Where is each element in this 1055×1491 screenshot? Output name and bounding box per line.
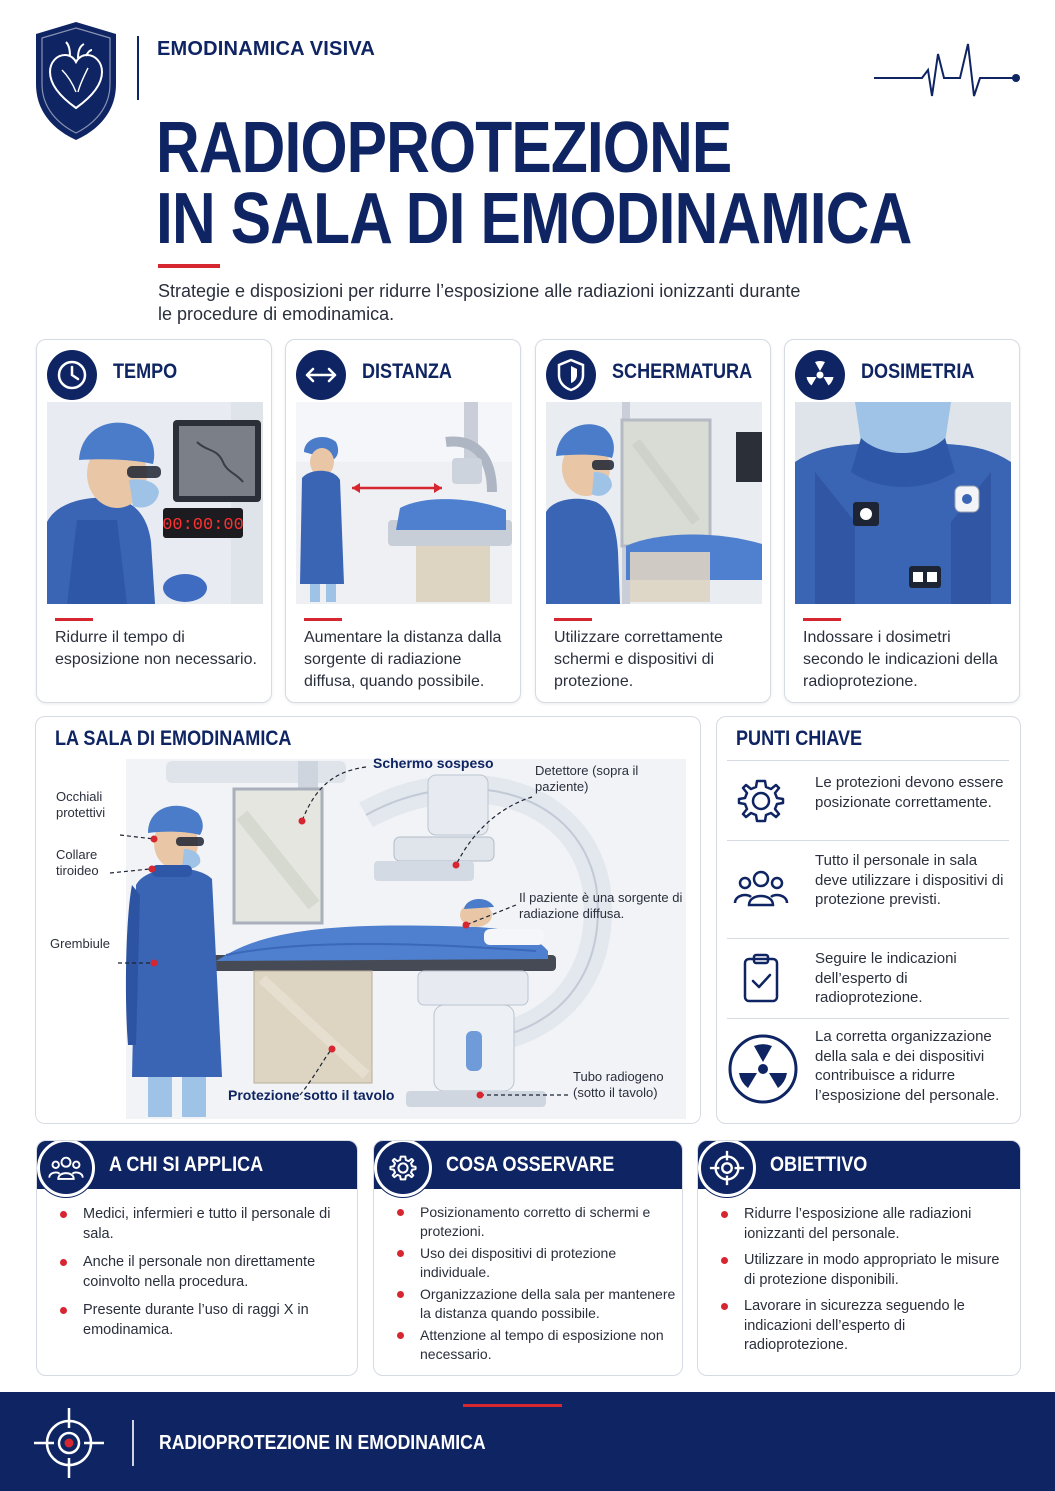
list-item: Presente durante l’uso di raggi X in emodinamica. (57, 1301, 347, 1340)
key-points-panel (716, 716, 1021, 1124)
card-accent-line (554, 618, 592, 621)
list-item: Attenzione al tempo di esposizione non necessario. (394, 1326, 679, 1363)
card-accent-line (803, 618, 841, 621)
shielding-illustration (546, 402, 762, 604)
room-title: LA SALA DI EMODINAMICA (55, 727, 292, 750)
room-panel (35, 716, 701, 1124)
box-cosa-osservare (373, 1140, 683, 1376)
label-detettore: Detettore (sopra il paziente) (535, 763, 639, 794)
footer-divider (132, 1420, 134, 1466)
box-title: OBIETTIVO (770, 1153, 868, 1176)
box-list (57, 1205, 347, 1340)
ecg-line-icon (872, 40, 1022, 100)
list-item: Posizionamento corretto di schermi e protezioni. (394, 1203, 679, 1240)
key-point-item (727, 938, 1009, 1018)
brand-divider (137, 36, 139, 100)
label-occhiali: Occhiali protettivi (56, 789, 106, 820)
key-points-title: PUNTI CHIAVE (736, 727, 863, 750)
card-tempo (36, 339, 272, 703)
footer-accent-line (463, 1404, 562, 1407)
title-underline (158, 264, 220, 268)
card-text: Indossare i dosimetri secondo le indicazioni della radioprotezione. (803, 629, 998, 690)
page-title-line1: RADIOPROTEZIONE (156, 108, 732, 188)
clipboard-check-icon (733, 951, 789, 1007)
radiation-icon (795, 350, 845, 400)
list-item: Anche il personale non direttamente coinvolto nella procedura. (57, 1253, 347, 1292)
list-item: Utilizzare in modo appropriato le misure di protezione disponibili. (718, 1251, 1008, 1290)
list-item: Medici, infermieri e tutto il personale di sala. (57, 1205, 347, 1244)
gear-icon (374, 1140, 432, 1197)
radiation-icon (727, 1033, 799, 1105)
box-title: COSA OSSERVARE (446, 1153, 615, 1176)
list-item: Lavorare in sicurezza seguendo le indicazioni dell’esperto di radioprotezione. (718, 1297, 1008, 1356)
card-schermatura (535, 339, 771, 703)
key-point-text: Le protezioni devono essere posizionate correttamente. (815, 774, 1004, 811)
list-item: Ridurre l’esposizione alle radiazioni ionizzanti del personale. (718, 1205, 1008, 1244)
card-title: DOSIMETRIA (861, 360, 975, 383)
list-item: Uso dei dispositivi di protezione individuale. (394, 1244, 679, 1281)
box-a-chi-si-applica (36, 1140, 358, 1376)
page-title-line2: IN SALA DI EMODINAMICA (156, 179, 912, 259)
label-grembiule: Grembiule (50, 936, 110, 951)
double-arrow-icon (296, 350, 346, 400)
brand-name: EMODINAMICA VISIVA (157, 38, 376, 60)
footer-title: RADIOPROTEZIONE IN EMODINAMICA (159, 1432, 486, 1454)
label-collare: Collare tiroideo (56, 847, 99, 878)
team-icon (733, 861, 789, 917)
box-obiettivo (697, 1140, 1021, 1376)
doctor-monitor-illustration (47, 402, 263, 604)
card-text: Ridurre il tempo di esposizione non necessario. (55, 629, 257, 668)
card-text: Aumentare la distanza dalla sorgente di radiazione diffusa, quando possibile. (304, 629, 502, 690)
key-point-item (727, 760, 1009, 840)
box-list (394, 1203, 679, 1363)
card-accent-line (55, 618, 93, 621)
key-point-text: Tutto il personale in sala deve utilizzare i dispositivi di protezione previsti. (815, 852, 1004, 908)
card-title: DISTANZA (362, 360, 452, 383)
shield-icon (546, 350, 596, 400)
key-point-item (727, 840, 1009, 938)
key-point-text: La corretta organizzazione della sala e dei dispositivi contribuisce a ridurre l’esposizione del personale. (815, 1028, 1000, 1104)
exposure-timer: 00:00:00 (162, 516, 244, 535)
target-icon (698, 1140, 756, 1197)
label-tubo: Tubo radiogeno (sotto il tavolo) (573, 1069, 664, 1100)
card-distanza (285, 339, 521, 703)
box-title: A CHI SI APPLICA (109, 1153, 264, 1176)
label-protezione-tavolo: Protezione sotto il tavolo (228, 1087, 395, 1103)
card-accent-line (304, 618, 342, 621)
clock-icon (47, 350, 97, 400)
card-dosimetria (784, 339, 1020, 703)
page-subtitle: Strategie e disposizioni per ridurre l’esposizione alle radiazioni ionizzanti durante le procedure di emodinamica. (158, 281, 801, 324)
card-title: SCHERMATURA (612, 360, 753, 383)
distance-illustration (296, 402, 512, 604)
dosimeter-illustration (795, 402, 1011, 604)
gear-icon (733, 773, 789, 829)
target-icon (30, 1404, 108, 1482)
key-point-text: Seguire le indicazioni dell’esperto di radioprotezione. (815, 950, 957, 1006)
box-list (718, 1205, 1008, 1356)
label-schermo: Schermo sospeso (373, 755, 494, 771)
card-text: Utilizzare correttamente schermi e dispositivi di protezione. (554, 629, 723, 690)
label-paziente: Il paziente è una sorgente di radiazione diffusa. (519, 890, 683, 921)
team-icon (37, 1140, 95, 1197)
card-title: TEMPO (113, 360, 178, 383)
key-point-item (727, 1018, 1009, 1118)
list-item: Organizzazione della sala per mantenere la distanza quando possibile. (394, 1285, 679, 1322)
heart-shield-logo (32, 20, 120, 142)
